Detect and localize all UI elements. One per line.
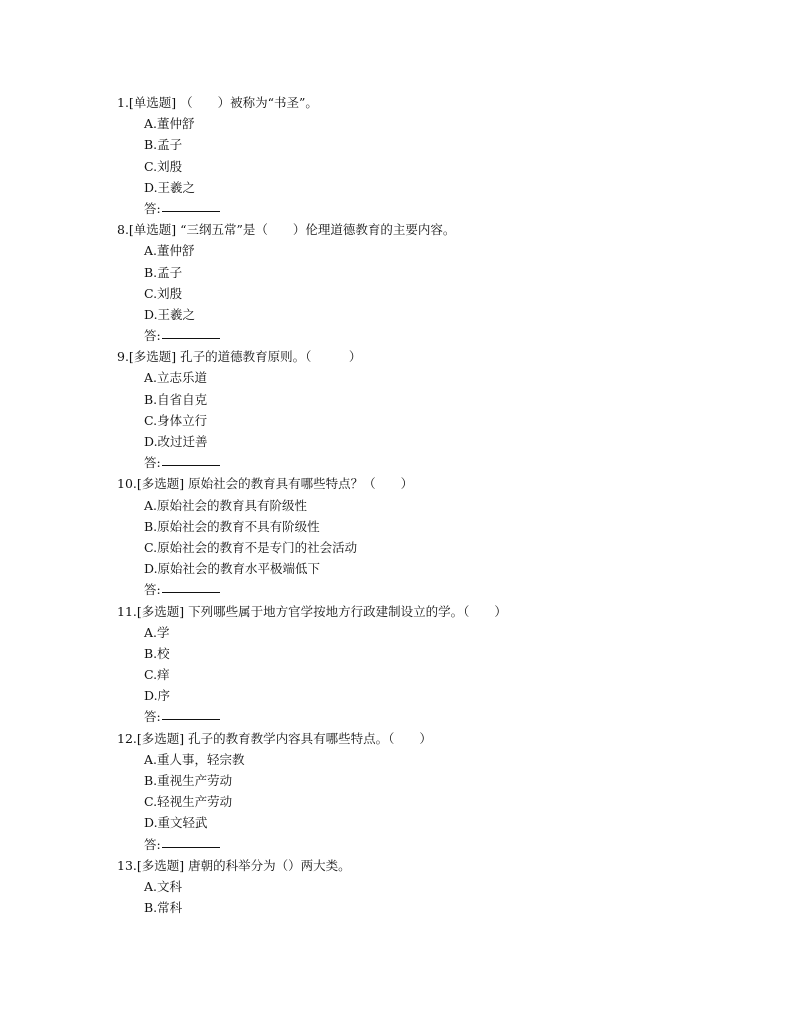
question-block [117,219,757,346]
answer-label: 答: [144,328,161,344]
question-block [117,728,757,855]
answer-line [117,706,757,727]
answer-option: D.王羲之 [144,306,196,322]
answer-blank-underline [162,211,220,212]
answer-blank-underline [162,465,220,466]
question-stem: 12.[多选题] 孔子的教育教学内容具有哪些特点。（ ） [117,730,432,746]
answer-blank-underline [162,592,220,593]
answer-line [117,452,757,473]
answer-label: 答: [144,836,161,852]
answer-option: A.董仲舒 [144,243,195,259]
question-block [117,92,757,219]
answer-option: D.序 [144,688,171,704]
answer-blank-underline [162,719,220,720]
answer-option: B.校 [144,645,170,661]
answer-option: C.原始社会的教育不是专门的社会活动 [144,539,358,555]
question-stem: 13.[多选题] 唐朝的科举分为（）两大类。 [117,857,351,873]
answer-option: A.学 [144,624,170,640]
answer-line [117,834,757,855]
question-block [117,601,757,728]
answer-option: C.刘殷 [144,158,183,174]
answer-label: 答: [144,709,161,725]
answer-option: B.孟子 [144,264,183,280]
answer-label: 答: [144,455,161,471]
answer-blank-underline [162,847,220,848]
answer-option: A.原始社会的教育具有阶级性 [144,497,308,513]
question-stem: 10.[多选题] 原始社会的教育具有哪些特点？（ ） [117,476,414,492]
answer-option: C.刘殷 [144,285,183,301]
answer-label: 答: [144,200,161,216]
answer-option: A.董仲舒 [144,116,195,132]
answer-option: C.痒 [144,667,170,683]
question-stem: 8.[单选题] “三纲五常”是（ ）伦理道德教育的主要内容。 [117,222,456,238]
answer-option: D.改过迁善 [144,434,208,449]
answer-option: A.立志乐道 [144,370,208,386]
answer-option: D.原始社会的教育水平极端低下 [144,561,321,577]
answer-option: B.重视生产劳动 [144,773,233,788]
question-block [117,473,757,600]
question-block [117,855,757,919]
question-list [117,92,757,918]
question-stem: 11.[多选题] 下列哪些属于地方官学按地方行政建制设立的学。（ ） [117,603,507,619]
answer-blank-underline [162,338,220,339]
answer-option: C.身体立行 [144,412,208,428]
answer-option: B.原始社会的教育不具有阶级性 [144,518,320,534]
answer-line [117,579,757,600]
question-stem: 9.[多选题] 孔子的道德教育原则。（ ） [117,349,362,365]
answer-option: B.自省自克 [144,391,208,407]
question-block [117,346,757,473]
answer-option: A.文科 [144,878,183,894]
answer-option: D.重文轻武 [144,815,208,831]
answer-option: A.重人事，轻宗教 [144,751,245,767]
answer-line [117,325,757,346]
answer-option: D.王羲之 [144,179,196,195]
answer-option: B.常科 [144,900,183,916]
answer-option: C.轻视生产劳动 [144,794,233,810]
question-stem: 1.[单选题] （ ）被称为“书圣”。 [117,95,318,110]
answer-option: B.孟子 [144,137,183,153]
answer-line [117,198,757,219]
answer-label: 答: [144,582,161,598]
